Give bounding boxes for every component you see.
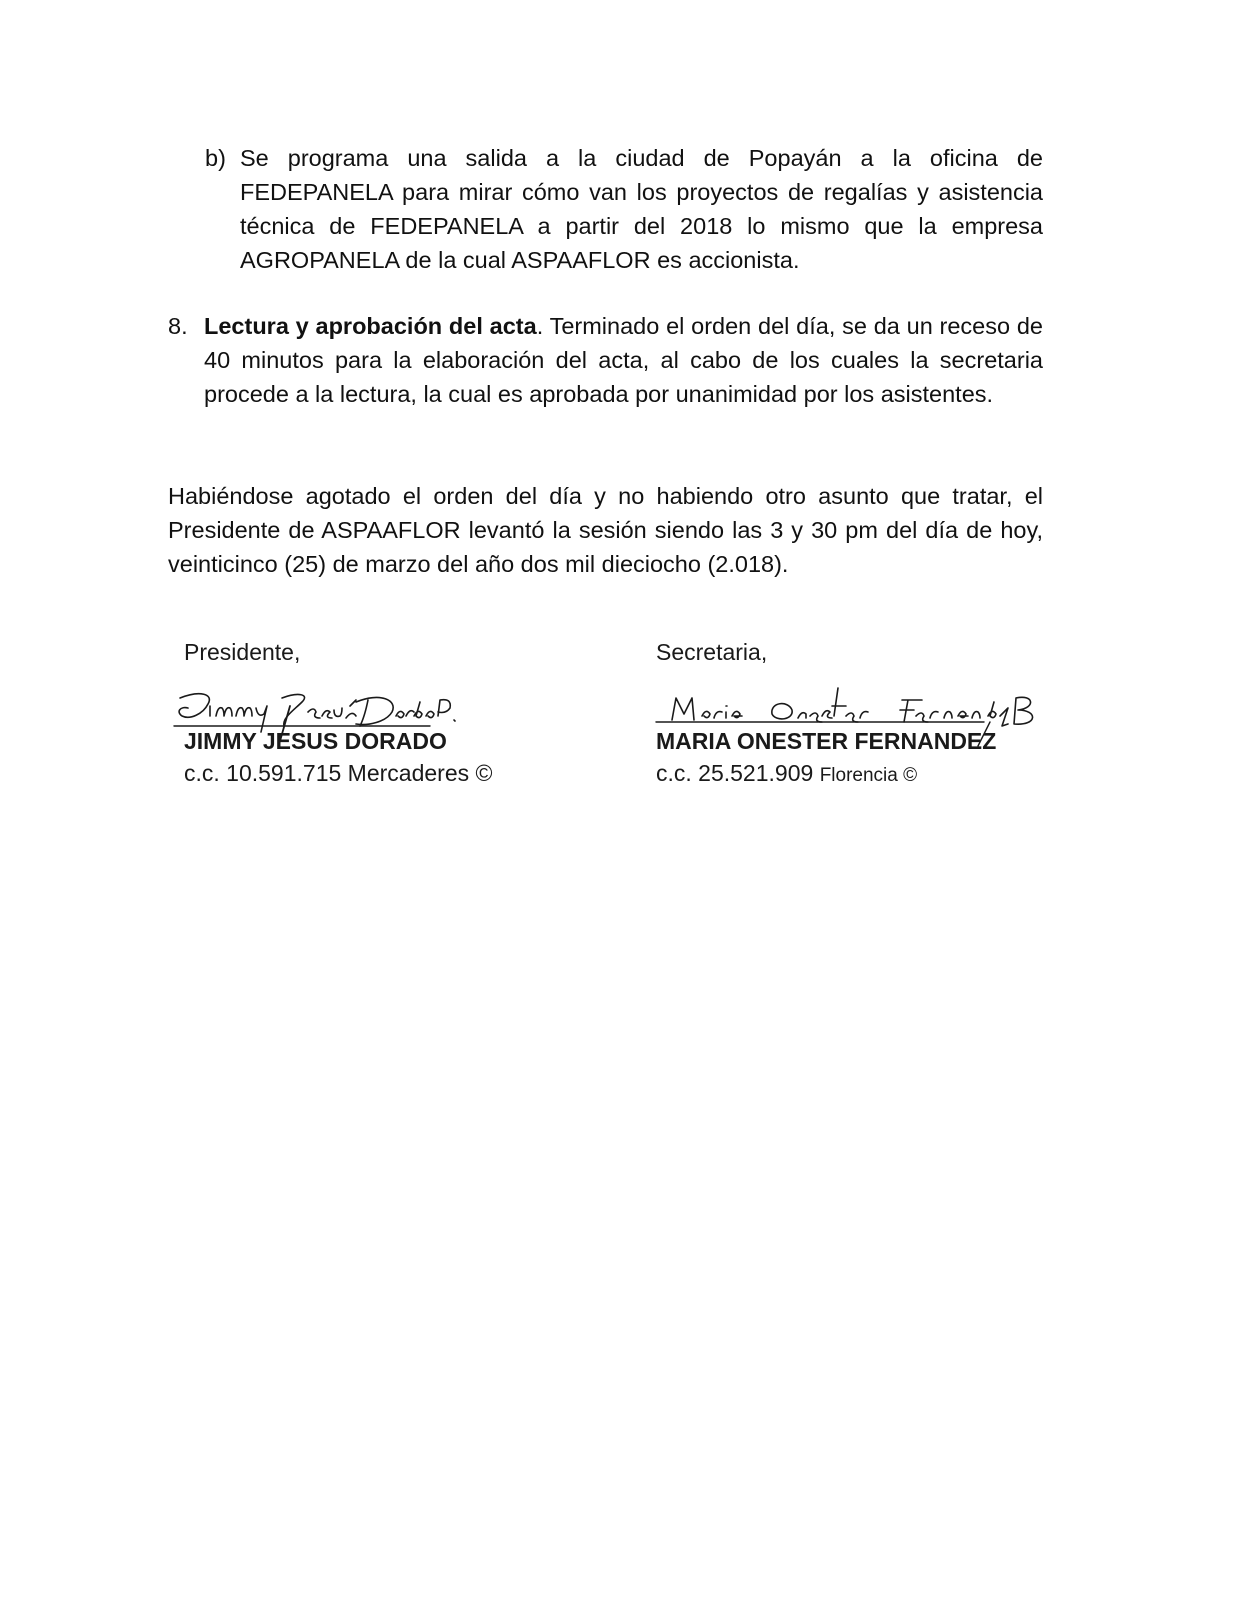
closing-paragraph: Habiéndose agotado el orden del día y no habiendo otro asunto que tratar, el Presidente de ASPAAFLOR levantó la sesión siendo las 3 y 30 pm del día de hoy, veinticinco (25) de marzo del año dos mil dieciocho (2.018). — [168, 483, 1043, 577]
list-item-b — [205, 141, 1043, 277]
list-item-8 — [168, 309, 1043, 411]
president-name: JIMMY JESUS DORADO — [184, 728, 447, 754]
president-role: Presidente, — [184, 639, 301, 665]
list-item-text — [204, 309, 1043, 411]
secretary-id — [656, 757, 917, 792]
president-signature-block — [184, 636, 604, 806]
secretary-name: MARIA ONESTER FERNANDEZ — [656, 728, 997, 754]
secretary-id-number: c.c. 25.521.909 — [656, 760, 814, 786]
list-item-text: Se programa una salida a la ciudad de Popayán a la oficina de FEDEPANELA para mirar cómo van los proyectos de regalías y asistencia técnica de FEDEPANELA a partir del 2018 lo mismo que la empresa AGROPANELA de la cual ASPAAFLOR es accionista. — [240, 145, 1043, 273]
president-id: c.c. 10.591.715 Mercaderes © — [184, 760, 493, 786]
list-marker: b) — [205, 145, 226, 171]
item-heading: Lectura y aprobación del acta — [204, 313, 537, 339]
item-body: . Terminado el orden del día, se da un receso de 40 minutos para la elaboración del acta, al cabo de los cuales la secretaria procede a la lectura, la cual es aprobada por unanimidad por los asistentes. — [204, 313, 1043, 407]
secretary-signature-block — [656, 636, 1076, 806]
secretary-id-place: Florencia © — [819, 765, 918, 786]
list-marker: 8. — [168, 313, 188, 339]
secretary-role: Secretaria, — [656, 639, 768, 665]
